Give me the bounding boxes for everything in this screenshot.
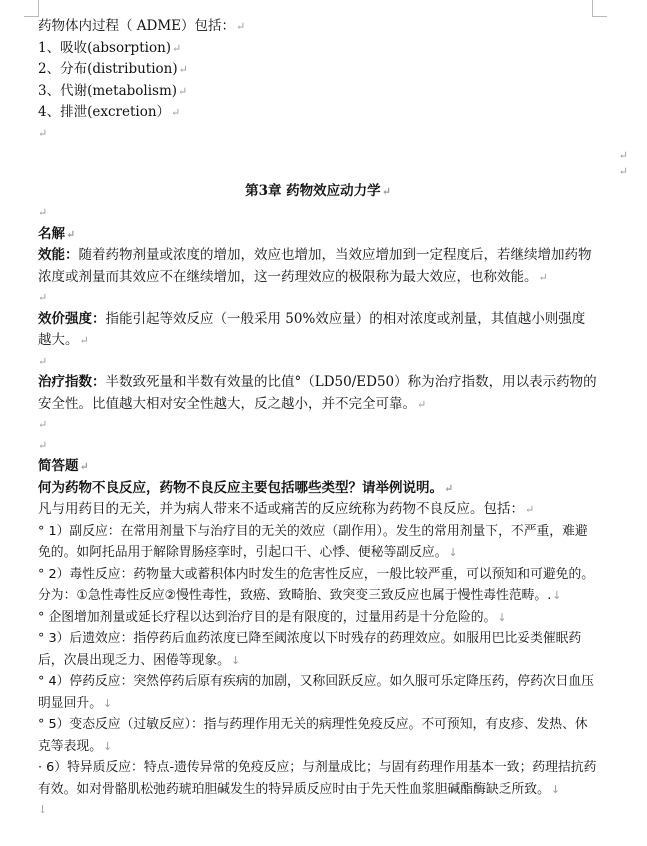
adme-intro-text: 药物体内过程（ ADME）包括：: [38, 18, 236, 34]
glossary-heading-text: 名解: [38, 225, 65, 242]
adverse-reaction-text: ° 4）停药反应：突然停药后原有疾病的加剧，又称回跃反应。如久服可乐定降压药，停药次日血压明显回升。: [38, 674, 595, 711]
qa-question: [38, 478, 598, 500]
glossary-term: 治疗指数: [38, 374, 92, 390]
glossary-term: 效能: [38, 247, 65, 263]
paragraph-mark-icon: ↵: [79, 460, 89, 473]
adverse-reaction-item: [38, 671, 598, 714]
adme-item-text: 4、排泄(excretion）: [38, 104, 171, 120]
adverse-reaction-item: [38, 628, 598, 671]
glossary-definition: 指能引起等效反应（一般采用 50%效应量）的相对浓度或剂量，其值越小则强度越大。: [38, 310, 586, 348]
adme-item: [38, 59, 598, 81]
adme-item-text: 3、代谢(metabolism): [38, 82, 178, 99]
adme-item-text: 2、分布(distribution): [38, 61, 178, 77]
adverse-reaction-text: ° 3）后遗效应：指停药后血药浓度已降至阈浓度以下时残存的药理效应。如服用巴比妥类催眠药后，次晨出现乏力、困倦等现象。: [38, 631, 582, 668]
glossary-entry: [38, 245, 598, 288]
qa-intro-text: 凡与用药目的无关，并为病人带来不适或痛苦的反应统称为药物不良反应。包括：: [38, 501, 524, 517]
adverse-reaction-text: ° 2）毒性反应：药物量大或蓄积体内时发生的危害性反应，一般比较严重，可以预知和可避免的。分为：①急性毒性反应②慢性毒性，致癌、致畸胎、致突变三致反应也属于慢性毒性范畴。.: [38, 566, 595, 603]
adme-item: [38, 81, 598, 103]
arrow-mark-icon: ↓: [230, 653, 241, 667]
arrow-mark-icon: ↓: [102, 696, 113, 710]
arrow-mark-icon: ↓: [550, 782, 561, 796]
paragraph-mark-icon: ↵: [38, 438, 48, 452]
qa-heading: [38, 456, 598, 478]
paragraph-mark-icon: ↵: [79, 334, 89, 347]
arrow-mark-icon: ↓: [552, 589, 562, 602]
paragraph-mark-icon: ↵: [525, 503, 535, 516]
paragraph-mark-icon: ↵: [236, 20, 246, 33]
glossary-entry: [38, 309, 598, 352]
paragraph-mark-icon: ↵: [171, 106, 181, 119]
chapter-title: [38, 180, 598, 203]
page-corner-mark-right: [592, 0, 607, 17]
glossary-separator: ：: [65, 247, 79, 263]
document-body: [38, 16, 628, 821]
paragraph-mark-icon: ↵: [381, 185, 391, 198]
adverse-reaction-text: ° 企图增加剂量或延长疗程以达到治疗目的是有限度的，过量用药是十分危险的。: [38, 609, 497, 625]
paragraph-mark-icon: ↵: [618, 165, 628, 178]
adverse-reaction-text: ° 5）变态反应（过敏反应）：指与药理作用无关的病理性免疫反应。不可预知，有皮疹、发热、休克等表现。: [38, 717, 588, 754]
glossary-definition: 半数致死量和半数有效量的比值°（LD50/ED50）称为治疗指数，用以表示药物的安全性。比值越大相对安全性越大，反之越小，并不完全可靠。: [38, 374, 597, 412]
adverse-reaction-item: [38, 714, 598, 757]
adverse-reaction-item: [38, 521, 598, 564]
paragraph-mark-icon: ↵: [66, 227, 76, 241]
qa-intro: [38, 499, 598, 521]
glossary-entry: [38, 372, 598, 415]
paragraph-mark-icon: ↵: [444, 481, 454, 495]
adme-item-text: 1、吸收(absorption): [38, 39, 172, 56]
paragraph-mark-icon: ↵: [38, 418, 48, 431]
arrow-mark-icon: ↓: [38, 803, 48, 816]
paragraph-mark-icon: ↵: [38, 126, 48, 140]
arrow-mark-icon: ↓: [102, 739, 113, 753]
glossary-separator: ：: [92, 374, 106, 390]
adverse-reaction-item: [38, 607, 598, 629]
glossary-heading: [38, 224, 598, 246]
paragraph-mark-icon: ↵: [417, 397, 427, 411]
page-corner-mark-left: [24, 0, 39, 17]
adverse-reaction-item: [38, 564, 598, 607]
arrow-mark-icon: ↓: [497, 610, 507, 624]
glossary-term: 效价强度: [38, 310, 92, 327]
qa-heading-text: 简答题: [38, 458, 79, 474]
paragraph-mark-icon: ↵: [178, 63, 188, 76]
adme-item: [38, 38, 598, 60]
glossary-separator: ：: [92, 310, 106, 327]
arrow-mark-icon: ↓: [448, 546, 458, 559]
adme-item: [38, 102, 598, 124]
qa-question-text: 何为药物不良反应，药物不良反应主要包括哪些类型？请举例说明。: [38, 479, 443, 496]
adme-intro: [38, 16, 598, 38]
paragraph-mark-icon: ↵: [172, 41, 182, 55]
glossary-definition: 随着药物剂量或浓度的增加，效应也增加，当效应增加到一定程度后，若继续增加药物浓度或剂量而其效应不在继续增加，这一药理效应的极限称为最大效应，也称效能。: [38, 247, 592, 285]
paragraph-mark-icon: ↵: [538, 270, 548, 284]
paragraph-mark-icon: ↵: [38, 291, 48, 304]
paragraph-mark-icon: ↵: [178, 84, 188, 98]
paragraph-mark-icon: ↵: [38, 206, 48, 219]
chapter-title-text: 第3章 药物效应动力学: [245, 183, 381, 199]
adverse-reaction-text: ° 1）副反应：在常用剂量下与治疗目的无关的效应（副作用）。发生的常用剂量下，不严重，难避免的。如阿托品用于解除胃肠痉挛时，引起口干、心悸、便秘等副反应。: [38, 523, 588, 560]
paragraph-mark-icon: ↵: [618, 149, 628, 162]
adverse-reaction-text: · 6）特异质反应：特点-遗传异常的免疫反应；与剂量成比；与固有药理作用基本一致；药理拮抗药有效。如对骨骼肌松弛药琥珀胆碱发生的特异质反应时由于先天性血浆胆碱酯酶缺乏所致。: [38, 760, 597, 797]
adverse-reaction-item: [38, 757, 598, 800]
paragraph-mark-icon: ↵: [38, 354, 48, 368]
